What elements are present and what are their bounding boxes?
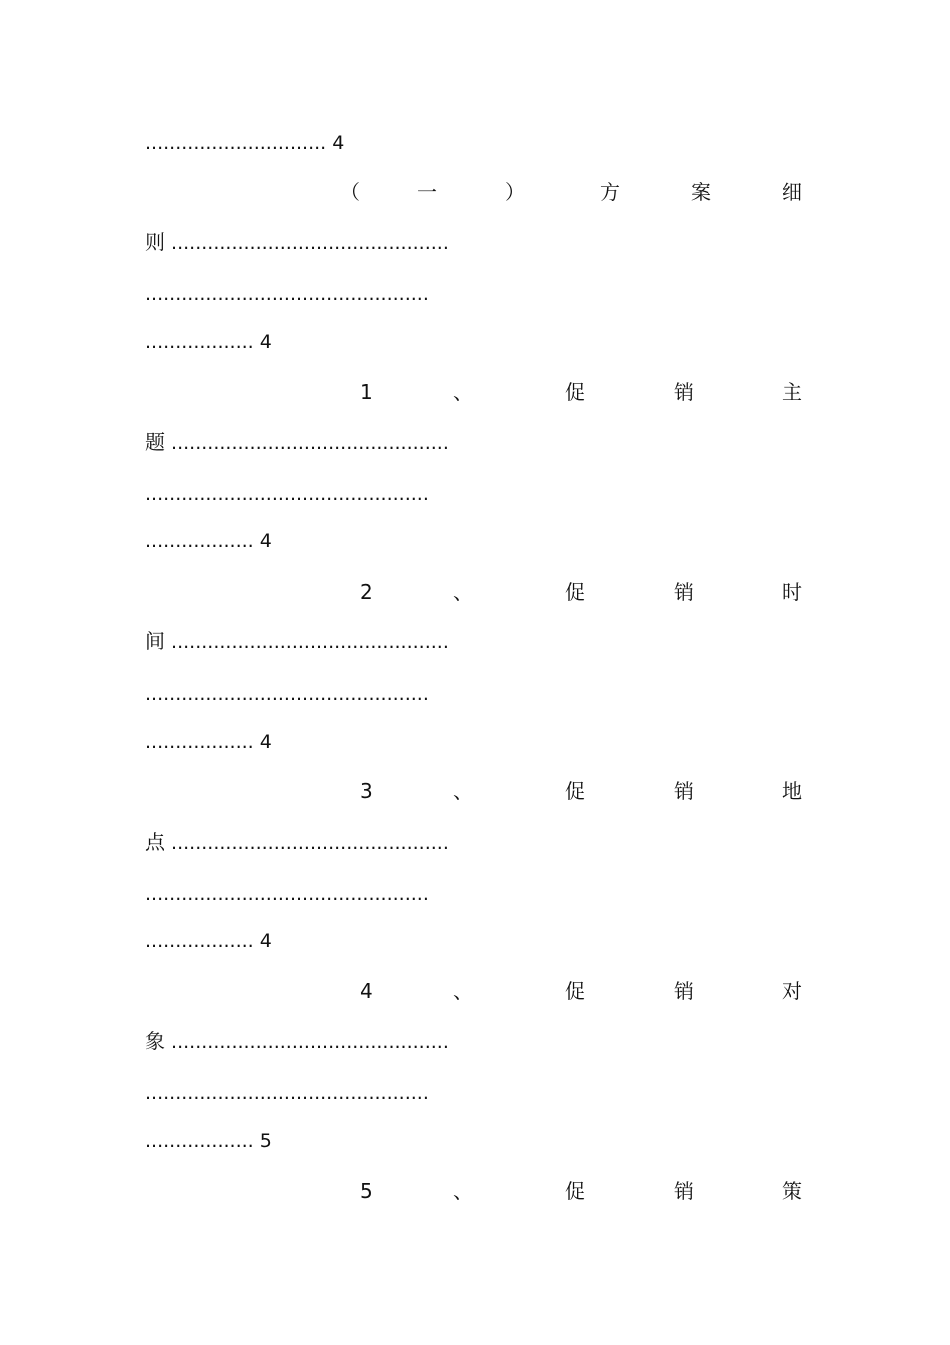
toc-continuation-line: [145, 629, 449, 654]
toc-leader-line: ...............................................: [145, 483, 429, 505]
toc-heading-char: 时: [782, 580, 802, 604]
toc-heading-char: 、: [453, 1179, 473, 1203]
toc-leader-dots: ..............................................: [171, 232, 449, 254]
toc-heading-number: 2: [360, 580, 373, 604]
toc-continuation-line: [145, 830, 449, 855]
toc-heading-item-4[interactable]: [145, 977, 805, 1005]
toc-continuation-char: 点: [145, 830, 165, 854]
toc-continuation-char: 象: [145, 1029, 165, 1053]
toc-leader-line-page: .................. 5: [145, 1130, 272, 1152]
toc-leader-line-page: .................. 4: [145, 930, 272, 952]
toc-heading-char: 地: [782, 779, 802, 803]
toc-heading-char: ）: [505, 180, 525, 204]
toc-heading-char: 对: [782, 979, 802, 1003]
toc-heading-char: 促: [565, 580, 585, 604]
toc-continuation-char: 题: [145, 430, 165, 454]
toc-leader-dots: ..............................................: [171, 832, 449, 854]
toc-leader-dots: ..............................................: [171, 1031, 449, 1053]
toc-leader-dots: ..............................................: [171, 432, 449, 454]
toc-heading-char: 销: [674, 979, 694, 1003]
toc-heading-char: 促: [565, 380, 585, 404]
toc-continuation-line: [145, 1029, 449, 1054]
toc-heading-char: 策: [782, 1179, 802, 1203]
toc-heading-char: 销: [674, 1179, 694, 1203]
toc-continuation-line: [145, 430, 449, 455]
toc-heading-char: 、: [453, 380, 473, 404]
toc-heading-number: 3: [360, 779, 373, 803]
toc-continuation-char: 间: [145, 629, 165, 653]
toc-heading-char: 一: [417, 180, 437, 204]
toc-heading-char: 、: [453, 580, 473, 604]
toc-heading-section-1[interactable]: [145, 178, 805, 206]
toc-heading-number: 5: [360, 1179, 373, 1203]
toc-leader-line: ...............................................: [145, 683, 429, 705]
toc-leader-line: ...............................................: [145, 883, 429, 905]
toc-leader-line: .............................. 4: [145, 132, 345, 154]
toc-leader-line-page: .................. 4: [145, 731, 272, 753]
toc-heading-char: 案: [691, 180, 711, 204]
toc-heading-number: 4: [360, 979, 373, 1003]
toc-heading-char: 促: [565, 779, 585, 803]
toc-heading-char: 销: [674, 380, 694, 404]
toc-continuation-char: 则: [145, 230, 165, 254]
toc-heading-item-1[interactable]: [145, 378, 805, 406]
toc-leader-dots: ..............................................: [171, 631, 449, 653]
toc-heading-char: 销: [674, 779, 694, 803]
toc-heading-char: 促: [565, 979, 585, 1003]
toc-heading-char: 、: [453, 779, 473, 803]
toc-heading-char: 销: [674, 580, 694, 604]
toc-heading-item-5[interactable]: [145, 1177, 805, 1205]
toc-leader-line-page: .................. 4: [145, 331, 272, 353]
toc-heading-char: 主: [782, 380, 802, 404]
toc-heading-char: （: [340, 180, 360, 204]
toc-heading-char: 方: [600, 180, 620, 204]
toc-leader-line: ...............................................: [145, 1082, 429, 1104]
toc-heading-number: 1: [360, 380, 373, 404]
toc-heading-char: 、: [453, 979, 473, 1003]
toc-heading-char: 促: [565, 1179, 585, 1203]
toc-heading-item-3[interactable]: [145, 777, 805, 805]
toc-leader-line: ...............................................: [145, 283, 429, 305]
toc-leader-line-page: .................. 4: [145, 530, 272, 552]
toc-heading-item-2[interactable]: [145, 578, 805, 606]
toc-continuation-line: [145, 230, 449, 255]
toc-heading-char: 细: [782, 180, 802, 204]
